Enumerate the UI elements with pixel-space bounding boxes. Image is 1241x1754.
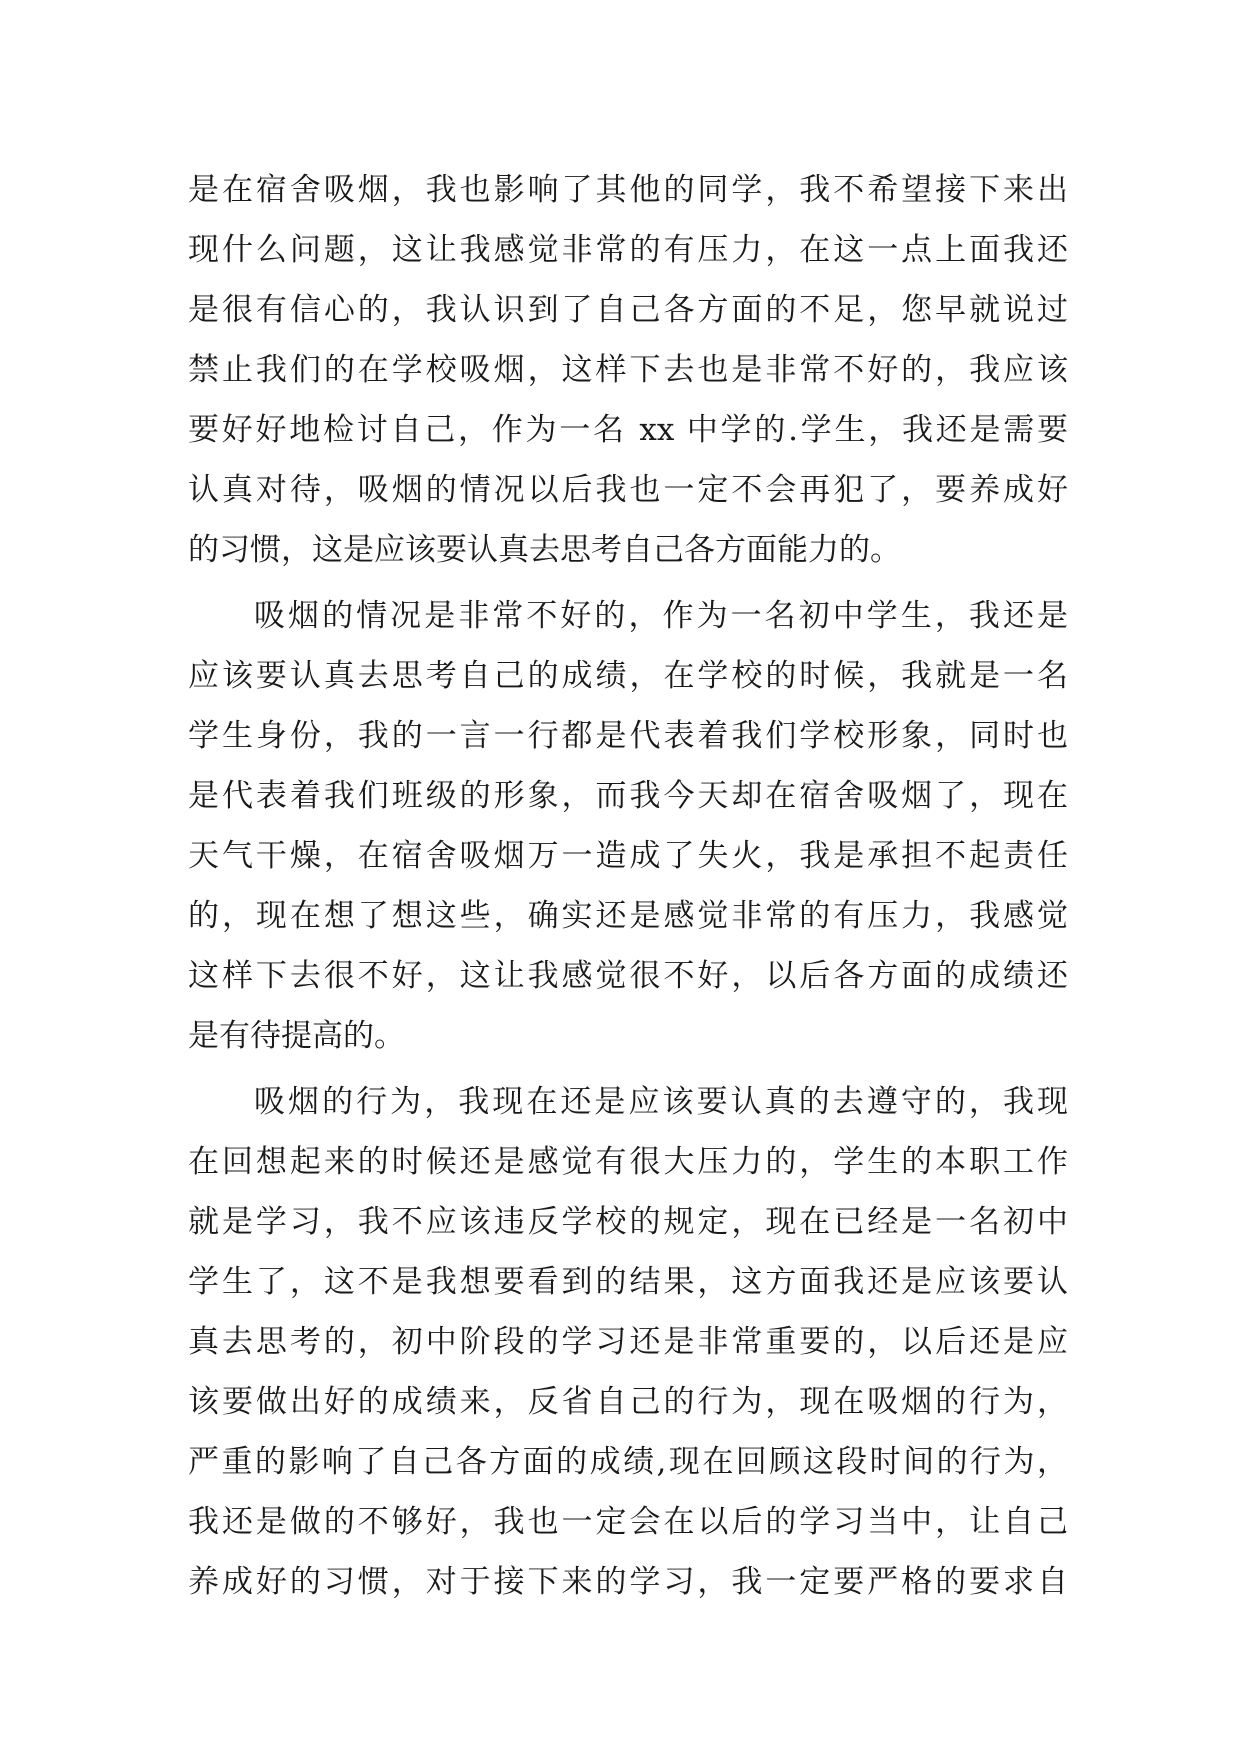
text-line: 是很有信心的，我认识到了自己各方面的不足，您早就说过 [188,292,1068,328]
text-line: 禁止我们的在学校吸烟，这样下去也是非常不好的，我应该 [188,352,1068,388]
text-line: 吸烟的情况是非常不好的，作为一名初中学生，我还是 [254,598,1068,634]
text-line: 学生了，这不是我想要看到的结果，这方面我还是应该要认 [188,1264,1068,1300]
text-line: 是有待提高的。 [188,1018,405,1054]
text-line: 就是学习，我不应该违反学校的规定，现在已经是一名初中 [188,1204,1068,1240]
text-line: 这样下去很不好，这让我感觉很不好，以后各方面的成绩还 [188,958,1068,994]
text-line: 的习惯，这是应该要认真去思考自己各方面能力的。 [188,532,901,568]
text-line: 吸烟的行为，我现在还是应该要认真的去遵守的，我现 [254,1084,1068,1120]
text-line: 学生身份，我的一言一行都是代表着我们学校形象，同时也 [188,718,1068,754]
text-line: 认真对待，吸烟的情况以后我也一定不会再犯了，要养成好 [188,472,1068,508]
text-line: 是在宿舍吸烟，我也影响了其他的同学，我不希望接下来出 [188,172,1068,208]
text-line: 我还是做的不够好，我也一定会在以后的学习当中，让自己 [188,1504,1068,1540]
text-line: 真去思考的，初中阶段的学习还是非常重要的，以后还是应 [188,1324,1068,1360]
document-body [188,160,1068,1612]
text-line: 严重的影响了自己各方面的成绩,现在回顾这段时间的行为， [188,1444,1068,1480]
text-line: 要好好地检讨自己，作为一名 xx 中学的.学生，我还是需要 [188,412,1068,448]
text-line: 天气干燥，在宿舍吸烟万一造成了失火，我是承担不起责任 [188,838,1068,874]
text-line: 是代表着我们班级的形象，而我今天却在宿舍吸烟了，现在 [188,778,1068,814]
text-line: 应该要认真去思考自己的成绩，在学校的时候，我就是一名 [188,658,1068,694]
text-line: 的，现在想了想这些，确实还是感觉非常的有压力，我感觉 [188,898,1068,934]
text-line: 养成好的习惯，对于接下来的学习，我一定要严格的要求自 [188,1564,1068,1600]
text-line: 在回想起来的时候还是感觉有很大压力的，学生的本职工作 [188,1144,1068,1180]
text-line: 该要做出好的成绩来，反省自己的行为，现在吸烟的行为， [188,1384,1068,1420]
text-line: 现什么问题，这让我感觉非常的有压力，在这一点上面我还 [188,232,1068,268]
